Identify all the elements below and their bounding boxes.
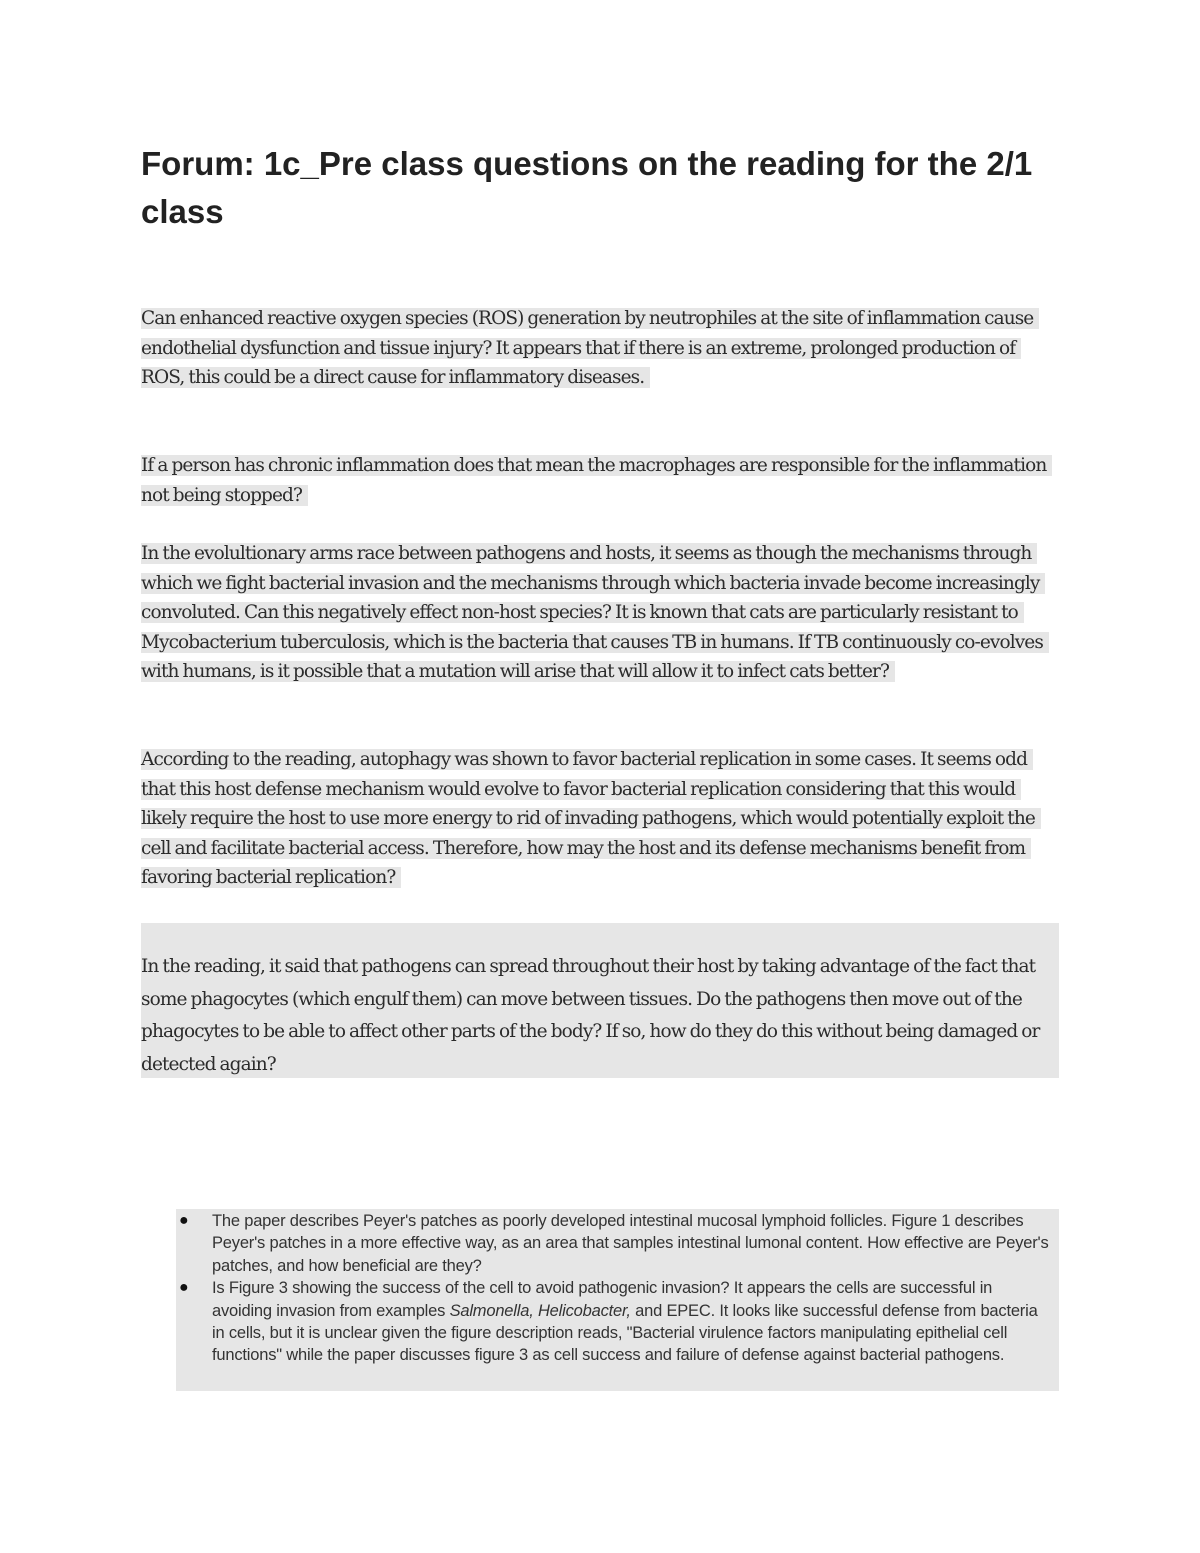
question-paragraph-chronic-inflammation — [141, 451, 1061, 510]
question-paragraph-arms-race — [141, 539, 1061, 687]
list-item-text: The paper describes Peyer's patches as poorly developed intestinal mucosal lymphoid follicles. Figure 1 describes Peyer's patches in a more effective way, as an area that samples intestinal lumonal content. How effective are Peyer's patches, and how beneficial are they? — [212, 1212, 1049, 1275]
page-title: Forum: 1c_Pre class questions on the reading for the 2/1 class — [141, 145, 1033, 230]
question-text: In the evolultionary arms race between pathogens and hosts, it seems as though the mechanisms through which we fight bacterial invasion and the mechanisms through which bacteria invade become increasingly convoluted. Can this negatively effect non-host species? It is known that cats are particularly resistant to Mycobacterium tuberculosis, which is the bacteria that causes TB in humans. If TB continuously co-evolves with humans, is it possible that a mutation will arise that will allow it to infect cats better? — [141, 543, 1049, 682]
question-paragraph-ros — [141, 304, 1061, 393]
list-item-italic-organisms: Salmonella, Helicobacter, — [449, 1301, 631, 1320]
list-item — [176, 1277, 1051, 1367]
question-paragraph-autophagy — [141, 745, 1061, 893]
list-item — [176, 1210, 1051, 1277]
bullet-list — [176, 1210, 1051, 1367]
list-item-text-after: and EPEC. It looks like successful defense from bacteria in cells, but it is unclear given the figure description reads, "Bacterial virulence factors manipulating epithelial cell functions" while the paper discusses figure 3 as cell success and failure of defense against bacterial pathogens. — [212, 1301, 1038, 1365]
question-text: According to the reading, autophagy was shown to favor bacterial replication in some cases. It seems odd that this host defense mechanism would evolve to favor bacterial replication considering that this would likely require the host to use more energy to rid of invading pathogens, which would potentially exploit the cell and facilitate bacterial access. Therefore, how may the host and its defense mechanisms benefit from favoring bacterial replication? — [141, 749, 1041, 888]
bullet-dot-icon: ● — [179, 1212, 189, 1229]
question-text: Can enhanced reactive oxygen species (ROS) generation by neutrophiles at the site of inflammation cause endothelial dysfunction and tissue injury? It appears that if there is an extreme, prolonged production of ROS, this could be a direct cause for inflammatory diseases. — [141, 308, 1039, 388]
list-item-text-before: Is Figure 3 showing the success of the cell to avoid pathogenic invasion? It appears the cells are successful in avoiding invasion from examples — [212, 1279, 993, 1320]
question-text: If a person has chronic inflammation does that mean the macrophages are responsible for the inflammation not being stopped? — [141, 455, 1052, 506]
question-paragraph-phagocytes: In the reading, it said that pathogens can spread throughout their host by taking advantage of the fact that some phagocytes (which engulf them) can move between tissues. Do the pathogens then move out of the phagocytes to be able to affect other parts of the body? If so, how do they do this without being damaged or detected again? — [141, 956, 1040, 1075]
bullet-dot-icon: ● — [179, 1279, 189, 1297]
